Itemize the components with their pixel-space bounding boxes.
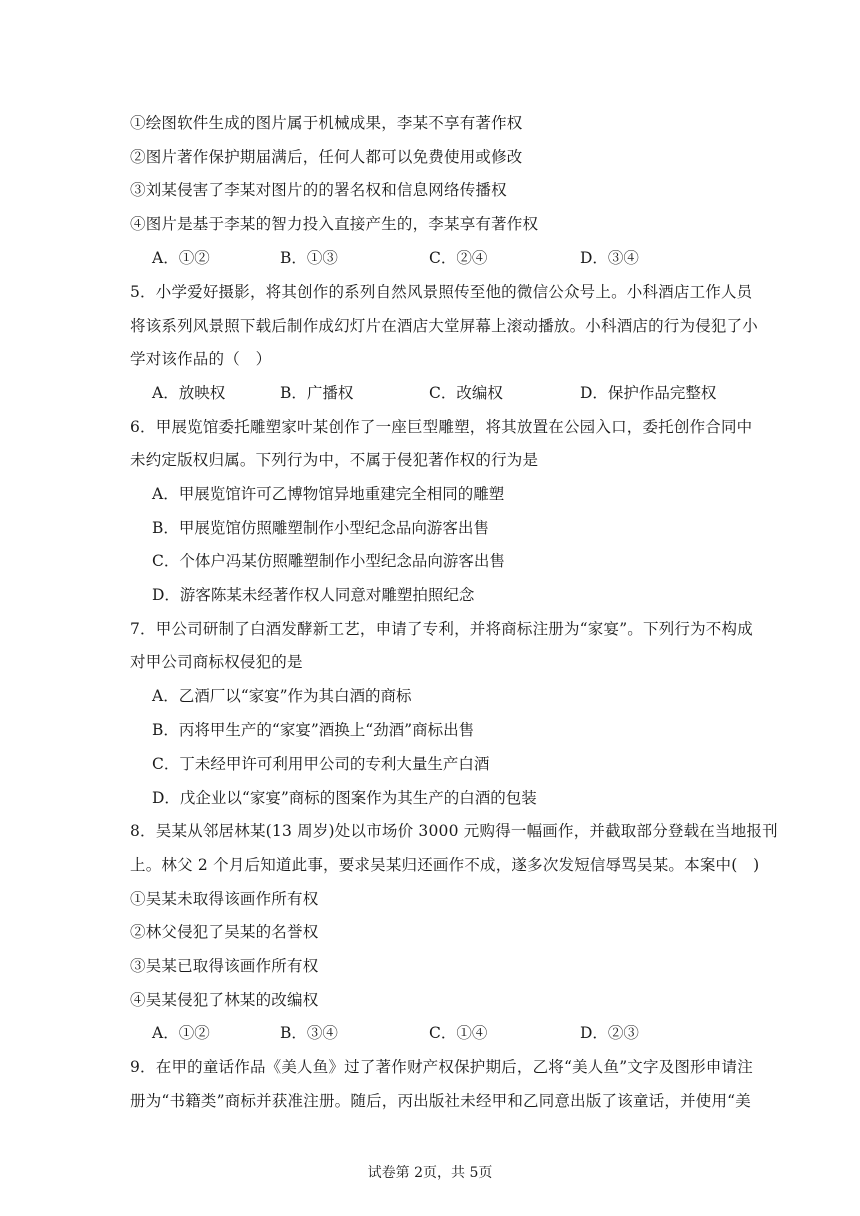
q5-stem-line-1: 5．小学爱好摄影，将其创作的系列自然风景照传至他的微信公众号上。小科酒店工作人员 <box>130 283 753 301</box>
q5-option-a: A．放映权 <box>152 384 226 402</box>
q4-statement-3: ③刘某侵害了李某对图片的的署名权和信息网络传播权 <box>130 181 507 199</box>
q7-stem-line-2: 对甲公司商标权侵犯的是 <box>130 653 303 671</box>
q8-statement-3: ③吴某已取得该画作所有权 <box>130 957 319 975</box>
q7-stem-line-1: 7．甲公司研制了白酒发酵新工艺，申请了专利，并将商标注册为“家宴”。下列行为不构成 <box>130 620 753 638</box>
q4-option-a: A．①② <box>152 249 210 267</box>
q7-option-a: A．乙酒厂以“家宴”作为其白酒的商标 <box>152 687 412 705</box>
q6-option-b: B．甲展览馆仿照雕塑制作小型纪念品向游客出售 <box>152 519 489 537</box>
q4-option-d: D．③④ <box>580 249 639 267</box>
q4-statement-1: ①绘图软件生成的图片属于机械成果，李某不享有著作权 <box>130 114 523 132</box>
q5-option-c: C．改编权 <box>429 384 503 402</box>
q6-stem-line-2: 未约定版权归属。下列行为中，不属于侵犯著作权的行为是 <box>130 451 539 469</box>
q7-option-c: C．丁未经甲许可利用甲公司的专利大量生产白酒 <box>152 755 490 773</box>
q8-stem-line-1: 8．吴某从邻居林某(13 周岁)处以市场价 3000 元购得一幅画作，并截取部分登载在当地报刊 <box>130 822 778 840</box>
q8-option-d: D．②③ <box>580 1024 639 1042</box>
q5-stem-line-3: 学对该作品的（ ） <box>130 350 272 368</box>
q8-stem-line-2: 上。林父 2 个月后知道此事，要求吴某归还画作不成，遂多次发短信辱骂吴某。本案中( ) <box>130 856 760 874</box>
q8-option-b: B．③④ <box>280 1024 338 1042</box>
q6-option-c: C．个体户冯某仿照雕塑制作小型纪念品向游客出售 <box>152 552 505 570</box>
q7-option-d: D．戊企业以“家宴”商标的图案作为其生产的白酒的包装 <box>152 789 537 807</box>
q4-statement-2: ②图片著作保护期届满后，任何人都可以免费使用或修改 <box>130 148 523 166</box>
q6-option-a: A．甲展览馆许可乙博物馆异地重建完全相同的雕塑 <box>152 485 505 503</box>
q5-stem-line-2: 将该系列风景照下载后制作成幻灯片在酒店大堂屏幕上滚动播放。小科酒店的行为侵犯了小 <box>130 317 759 335</box>
q4-option-b: B．①③ <box>280 249 338 267</box>
q9-stem-line-2: 册为“书籍类”商标并获准注册。随后，丙出版社未经甲和乙同意出版了该童话，并使用“美 <box>130 1092 751 1110</box>
q4-statement-4: ④图片是基于李某的智力投入直接产生的，李某享有著作权 <box>130 215 539 233</box>
q6-stem-line-1: 6．甲展览馆委托雕塑家叶某创作了一座巨型雕塑，将其放置在公园入口，委托创作合同中 <box>130 418 753 436</box>
q8-statement-2: ②林父侵犯了吴某的名誉权 <box>130 923 319 941</box>
q8-option-c: C．①④ <box>429 1024 488 1042</box>
q9-stem-line-1: 9．在甲的童话作品《美人鱼》过了著作财产权保护期后，乙将“美人鱼”文字及图形申请注 <box>130 1058 753 1076</box>
page-footer: 试卷第 2页，共 5页 <box>367 1165 493 1181</box>
q7-option-b: B．丙将甲生产的“家宴”酒换上“劲酒”商标出售 <box>152 721 475 739</box>
q5-option-b: B．广播权 <box>280 384 354 402</box>
q8-statement-4: ④吴某侵犯了林某的改编权 <box>130 991 319 1009</box>
q5-option-d: D．保护作品完整权 <box>580 384 717 402</box>
q8-option-a: A．①② <box>152 1024 210 1042</box>
q6-option-d: D．游客陈某未经著作权人同意对雕塑拍照纪念 <box>152 586 475 604</box>
q8-statement-1: ①吴某未取得该画作所有权 <box>130 890 319 908</box>
q4-option-c: C．②④ <box>429 249 488 267</box>
